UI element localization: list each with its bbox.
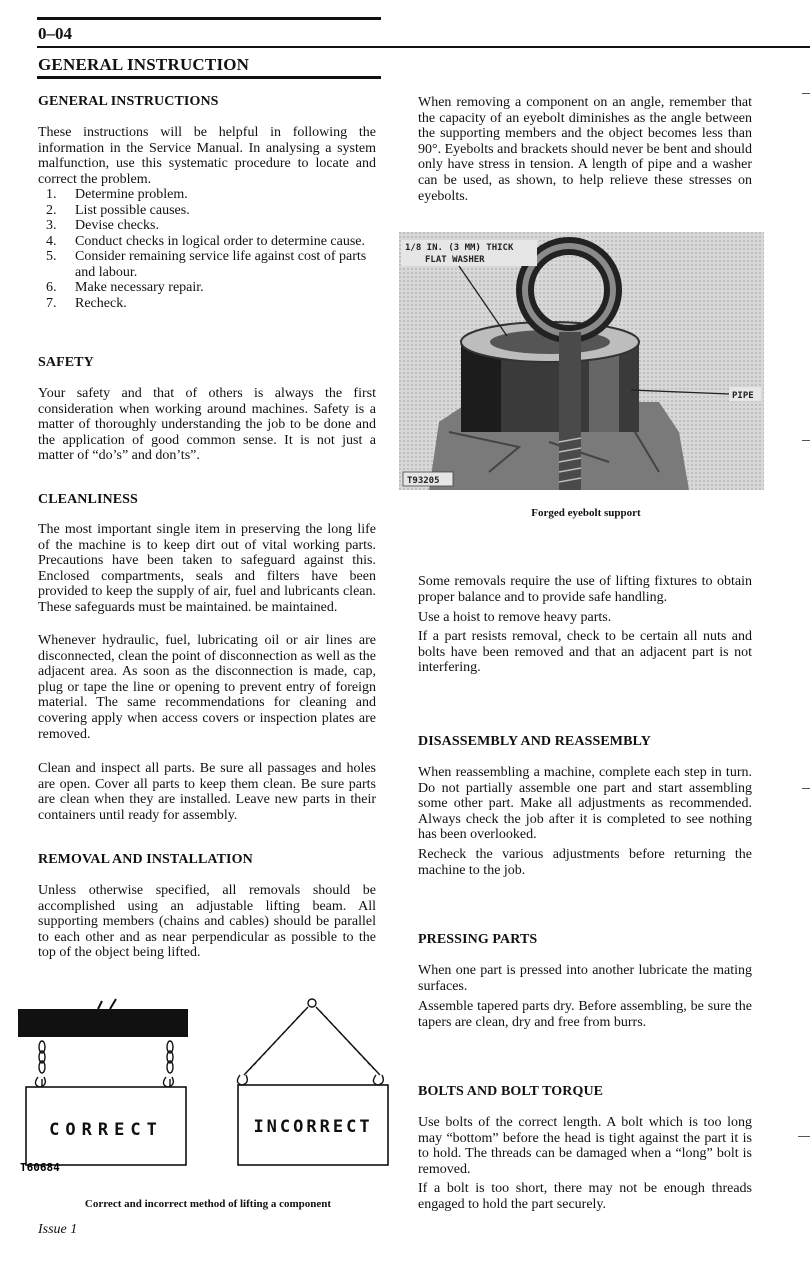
lifting-figure-ref-code: T60684 bbox=[20, 1161, 60, 1173]
removals-paragraph-3: If a part resists removal, check to be certain all nuts and bolts have been removed and that an adjacent part is not interfering. bbox=[418, 629, 752, 676]
procedure-step: 4. Conduct checks in logical order to determine cause. bbox=[46, 233, 366, 249]
procedure-step: 3. Devise checks. bbox=[46, 218, 159, 233]
cleanliness-paragraph-2: Whenever hydraulic, fuel, lubricating oil or air lines are disconnected, clean the point of disconnection as well as the adjacent area. As soon as the disconnection is made, cap, plug or tape the line or opening to prevent entry of foreign material. The same recommendations for cleaning and covering apply when access covers or inspection plates are removed. bbox=[38, 633, 376, 742]
eyebolt-paragraph: When removing a component on an angle, remember that the capacity of an eyebolt diminishes as the angle between the supporting members and the object becomes less than 90°. Eyebolts and brackets should never be bent and should only have stress in tension. A length of pipe and a washer can be used, as shown, to help relieve these stresses on eyebolts. bbox=[418, 95, 752, 204]
margin-tick bbox=[798, 1136, 810, 1137]
lifting-beam bbox=[18, 1009, 188, 1037]
procedure-step: 2. List possible causes. bbox=[46, 202, 190, 218]
procedure-step: 7. Recheck. bbox=[46, 295, 127, 311]
page-number: 0–04 bbox=[38, 24, 72, 43]
cleanliness-heading: CLEANLINESS bbox=[38, 492, 138, 507]
top-rule bbox=[37, 17, 381, 20]
procedure-step: 6. Make necessary repair. bbox=[46, 280, 204, 295]
eyebolt-support-figure bbox=[399, 232, 764, 490]
pressing-paragraph-2: Assemble tapered parts dry. Before assembling, be sure the tapers are clean, dry and free from burrs. bbox=[418, 999, 752, 1030]
margin-tick bbox=[802, 93, 810, 94]
general-intro-paragraph: These instructions will be helpful in following the information in the Service Manual. In analysing a system malfunction, use this systematic procedure to locate and correct the problem. bbox=[38, 125, 376, 187]
disassembly-heading: DISASSEMBLY AND REASSEMBLY bbox=[418, 734, 651, 749]
pressing-paragraph-1: When one part is pressed into another lubricate the mating surfaces. bbox=[418, 963, 752, 994]
eyebolt-figure-caption: Forged eyebolt support bbox=[531, 507, 641, 519]
removal-installation-heading: REMOVAL AND INSTALLATION bbox=[38, 852, 253, 867]
removals-paragraph-2: Use a hoist to remove heavy parts. bbox=[418, 610, 612, 625]
lifting-figure-caption: Correct and incorrect method of lifting a component bbox=[84, 1198, 332, 1210]
bolts-paragraph-1: Use bolts of the correct length. A bolt which is too long may “bottom” before the head is tight against the part it is to hold. The threads can be damaged when a “long” bolt is removed. bbox=[418, 1115, 752, 1177]
section-title-underline bbox=[37, 76, 381, 79]
pressing-parts-heading: PRESSING PARTS bbox=[418, 932, 538, 947]
margin-tick bbox=[802, 788, 810, 789]
disassembly-paragraph-2: Recheck the various adjustments before returning the machine to the job. bbox=[418, 847, 752, 878]
washer-callout-line-1: 1/8 IN. (3 MM) THICK bbox=[405, 243, 514, 253]
angled-chain bbox=[237, 999, 383, 1085]
lifting-method-figure bbox=[18, 995, 390, 1173]
eyebolt-shank bbox=[559, 332, 581, 490]
bolts-torque-heading: BOLTS AND BOLT TORQUE bbox=[418, 1084, 604, 1099]
safety-paragraph: Your safety and that of others is always the first consideration when working around machines. Safety is a matter of thoroughly understanding the job to be done and the application of good common sense. It is not just a matter of “do’s” and don’ts”. bbox=[38, 386, 376, 464]
cleanliness-paragraph-1: The most important single item in preserving the long life of the machine is to keep dirt out of vital working parts. Precautions have been taken to safeguard against this. Enclosed compartments, seals and filters have been provided to keep the supply of air, fuel and lubricants clean. These safeguards must be maintained. be maintained. bbox=[38, 522, 376, 615]
pipe-callout: PIPE bbox=[732, 391, 754, 401]
bolts-paragraph-2: If a bolt is too short, there may not be enough threads engaged to hold the part securely. bbox=[418, 1181, 752, 1212]
removal-paragraph: Unless otherwise specified, all removals should be accomplished using an adjustable lifting beam. All supporting members (chains and cables) should be parallel to each other and as near perpendicular as possible to the top of the object being lifted. bbox=[38, 883, 376, 961]
vertical-chain-right bbox=[163, 1041, 173, 1087]
safety-heading: SAFETY bbox=[38, 355, 94, 370]
beam-hook bbox=[98, 999, 116, 1009]
eyebolt-figure-ref-code: T93205 bbox=[407, 476, 440, 486]
section-title: GENERAL INSTRUCTION bbox=[38, 55, 250, 74]
procedure-step: 5. Consider remaining service life against cost of parts and labour. bbox=[46, 249, 367, 280]
incorrect-label: INCORRECT bbox=[253, 1117, 373, 1137]
margin-tick bbox=[802, 440, 810, 441]
issue-number: Issue 1 bbox=[38, 1222, 78, 1237]
washer-callout-line-2: FLAT WASHER bbox=[425, 255, 485, 265]
procedure-step: 1. Determine problem. bbox=[46, 187, 188, 202]
vertical-chain-left bbox=[35, 1041, 45, 1087]
procedure-steps-list bbox=[38, 187, 376, 311]
correct-label: CORRECT bbox=[49, 1120, 163, 1140]
header-rule-full bbox=[37, 46, 810, 48]
general-instructions-heading: GENERAL INSTRUCTIONS bbox=[38, 94, 219, 109]
disassembly-paragraph-1: When reassembling a machine, complete each step in turn. Do not partially assemble one part and start assembling some other part. Make all adjustments as recommended. Always check the job after it is completed to see nothing has been overlooked. bbox=[418, 765, 752, 843]
cleanliness-paragraph-3: Clean and inspect all parts. Be sure all passages and holes are open. Cover all parts to keep them clean. Be sure parts are clean when they are installed. Leave new parts in their containers until ready for assembly. bbox=[38, 761, 376, 823]
removals-paragraph-1: Some removals require the use of lifting fixtures to obtain proper balance and to provide safe handling. bbox=[418, 574, 752, 605]
